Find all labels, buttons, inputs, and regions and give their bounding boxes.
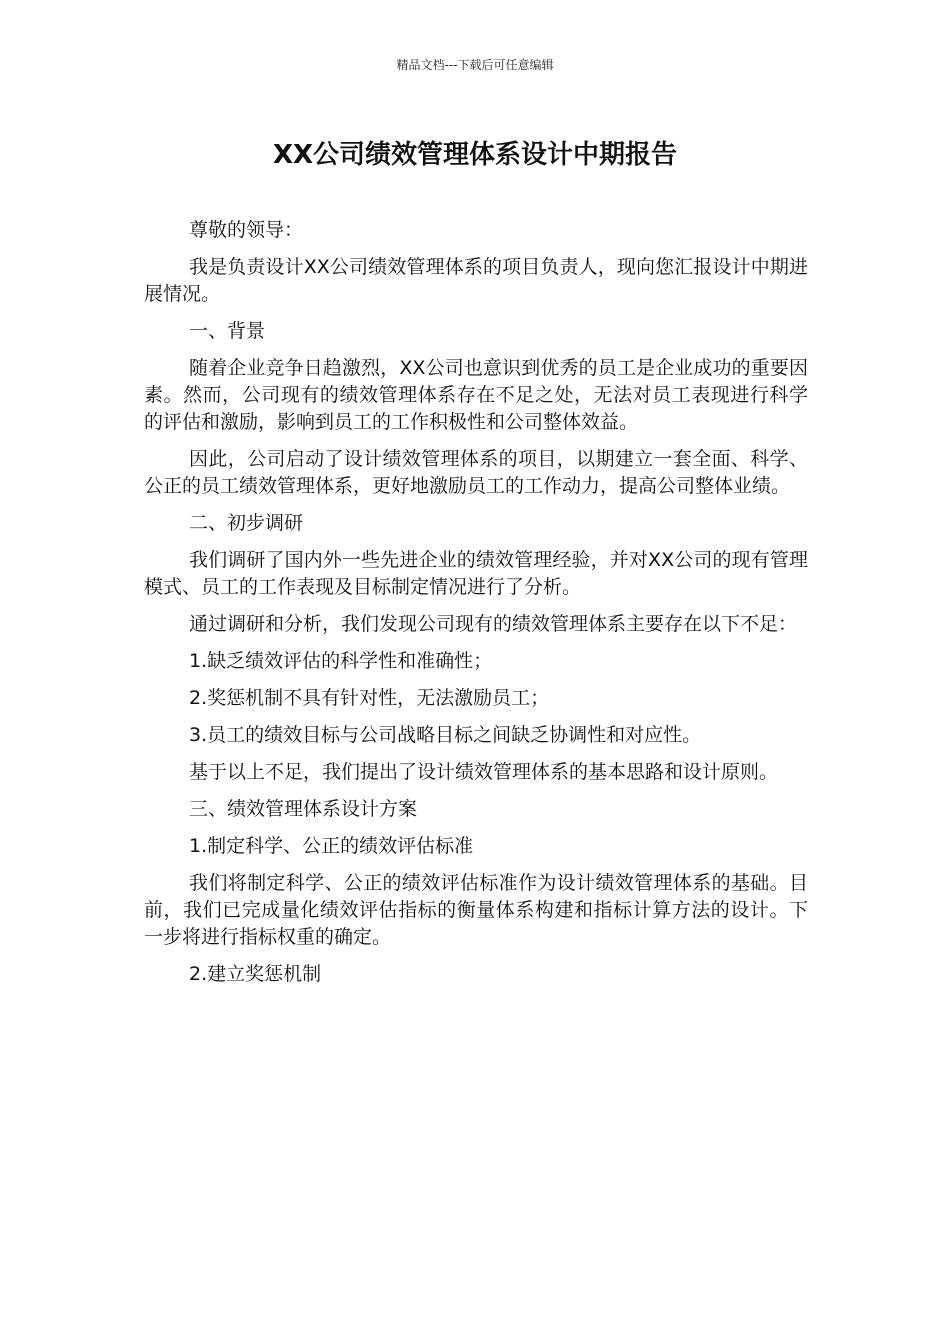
background-paragraph-2: 因此，公司启动了设计绩效管理体系的项目，以期建立一套全面、科学、公正的员工绩效管理体系，更好地激励员工的工作动力，提高公司整体业绩。 [144, 448, 808, 497]
section-heading-design: 三、绩效管理体系设计方案 [189, 798, 418, 820]
salutation: 尊敬的领导： [189, 219, 304, 241]
section-heading-background: 一、背景 [189, 320, 266, 342]
research-paragraph-2: 通过调研和分析，我们发现公司现有的绩效管理体系主要存在以下不足： [189, 613, 798, 635]
background-paragraph-1: 随着企业竞争日趋激烈，XX公司也意识到优秀的员工是企业成功的重要因素。然而，公司现有的绩效管理体系存在不足之处，无法对员工表现进行科学的评估和激励，影响到员工的工作积极性和公司整体效益。 [144, 357, 808, 433]
list-item: 2.奖惩机制不具有针对性，无法激励员工； [189, 687, 550, 709]
header-note: 精品文档---下载后可任意编辑 [396, 58, 554, 72]
section-heading-research: 二、初步调研 [189, 512, 304, 534]
intro-paragraph: 我是负责设计XX公司绩效管理体系的项目负责人，现向您汇报设计中期进展情况。 [144, 256, 808, 305]
research-conclusion: 基于以上不足，我们提出了设计绩效管理体系的基本思路和设计原则。 [189, 761, 779, 783]
subsection-heading: 1.制定科学、公正的绩效评估标准 [189, 835, 474, 857]
research-paragraph-1: 我们调研了国内外一些先进企业的绩效管理经验，并对XX公司的现有管理模式、员工的工作表现及目标制定情况进行了分析。 [144, 549, 808, 598]
list-item: 1.缺乏绩效评估的科学性和准确性； [189, 650, 493, 672]
document-body [144, 217, 808, 998]
subsection-heading: 2.建立奖惩机制 [189, 963, 322, 985]
list-item: 3.员工的绩效目标与公司战略目标之间缺乏协调性和对应性。 [189, 724, 702, 746]
design-paragraph-1: 我们将制定科学、公正的绩效评估标准作为设计绩效管理体系的基础。目前，我们已完成量化绩效评估指标的衡量体系构建和指标计算方法的设计。下一步将进行指标权重的确定。 [144, 872, 808, 948]
document-title: XX公司绩效管理体系设计中期报告 [272, 140, 678, 170]
